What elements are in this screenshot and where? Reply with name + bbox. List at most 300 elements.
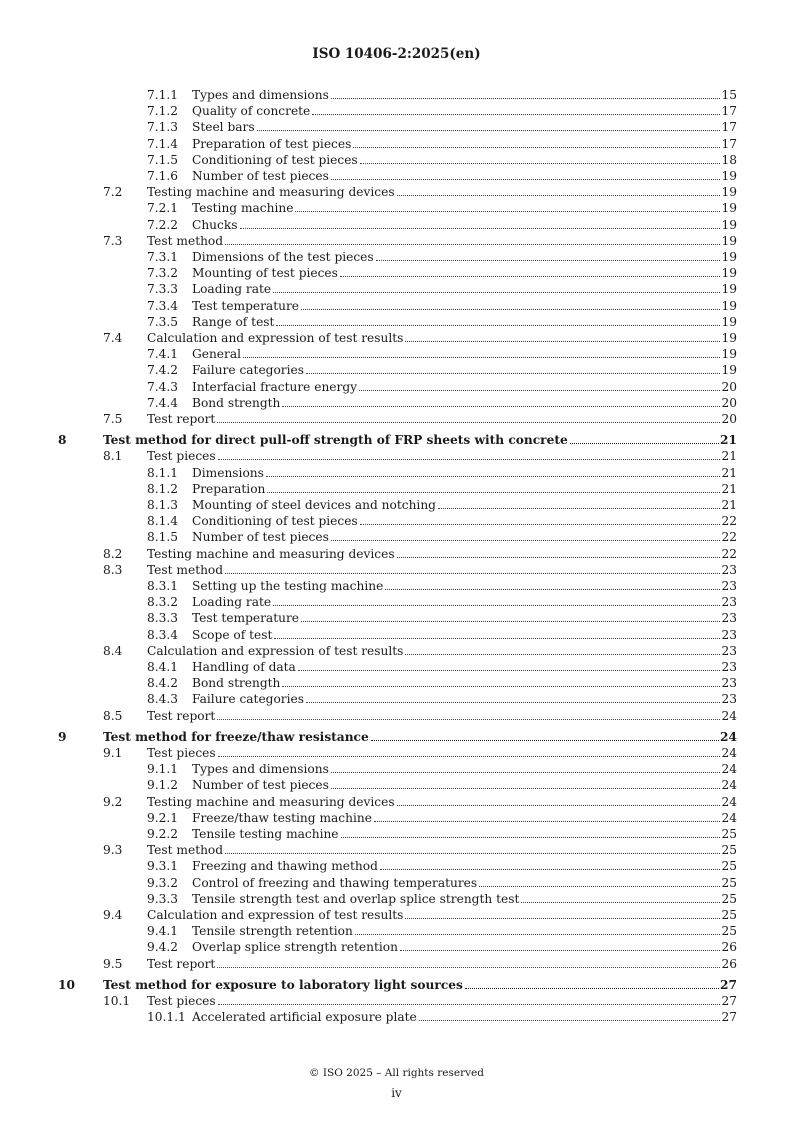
- toc-entry[interactable]: [0, 497, 793, 513]
- toc-entry-line: [192, 497, 737, 513]
- toc-entry-number: 8.3: [103, 562, 123, 577]
- toc-entry-title[interactable]: Overlap splice strength retention: [192, 940, 398, 955]
- toc-entry[interactable]: [0, 330, 793, 346]
- toc-entry-title[interactable]: Types and dimensions: [192, 762, 329, 777]
- toc-entry[interactable]: [0, 708, 793, 724]
- toc-entry-title[interactable]: Interfacial fracture energy: [192, 379, 358, 394]
- toc-entry[interactable]: [0, 87, 793, 103]
- toc-dot-leader: [359, 379, 720, 391]
- toc-entry-page[interactable]: 25: [721, 891, 737, 906]
- toc-entry-number: 8.1.2: [147, 481, 179, 496]
- toc-entry-page[interactable]: 23: [721, 643, 737, 658]
- toc-entry-line: [192, 362, 737, 378]
- toc-entry-page[interactable]: 20: [721, 412, 737, 426]
- toc-entry[interactable]: [0, 777, 793, 793]
- toc-entry-title[interactable]: Conditioning of test pieces: [192, 514, 358, 529]
- toc-dot-leader: [225, 233, 720, 245]
- toc-entry-number: 10: [58, 977, 75, 992]
- toc-entry-number: 8.4.2: [147, 676, 179, 691]
- toc-entry-line: [192, 200, 737, 216]
- toc-dot-leader: [276, 314, 720, 326]
- toc-entry[interactable]: [0, 152, 793, 168]
- toc-entry-number: 9.1.1: [147, 762, 179, 777]
- toc-dot-leader: [360, 152, 721, 164]
- toc-entry-page[interactable]: 17: [721, 136, 737, 151]
- toc-entry-number: 9.1: [103, 746, 123, 760]
- toc-entry-line: [103, 432, 737, 448]
- toc-entry-title[interactable]: Loading rate: [192, 595, 272, 610]
- toc-entry-page[interactable]: 27: [721, 1010, 737, 1025]
- toc-dot-leader: [295, 200, 720, 212]
- toc-entry-title[interactable]: Testing machine and measuring devices: [147, 185, 395, 200]
- toc-entry-title[interactable]: Setting up the testing machine: [192, 579, 384, 593]
- toc-entry[interactable]: [0, 826, 793, 842]
- toc-entry-title[interactable]: Testing machine: [192, 201, 294, 216]
- toc-entry[interactable]: [0, 432, 793, 448]
- toc-entry-line: [192, 1009, 737, 1025]
- toc-dot-leader: [385, 578, 720, 590]
- toc-entry-page[interactable]: 19: [721, 282, 737, 297]
- toc-entry-title[interactable]: Control of freezing and thawing temperatures: [192, 875, 478, 890]
- toc-entry[interactable]: [0, 594, 793, 610]
- toc-dot-leader: [331, 168, 721, 180]
- toc-entry-line: [192, 249, 737, 265]
- toc-entry-line: [103, 729, 737, 745]
- toc-entry-page[interactable]: 25: [721, 827, 737, 841]
- toc-dot-leader: [419, 1009, 721, 1021]
- toc-entry[interactable]: [0, 411, 793, 427]
- toc-dot-leader: [266, 465, 721, 477]
- toc-entry-page[interactable]: 24: [721, 746, 737, 760]
- toc-entry[interactable]: [0, 103, 793, 119]
- toc-entry-number: 8.1.4: [147, 514, 179, 529]
- toc-entry-number: 7.2.2: [147, 217, 179, 232]
- toc-dot-leader: [306, 362, 721, 374]
- toc-entry[interactable]: [0, 729, 793, 745]
- toc-entry-page[interactable]: 21: [721, 465, 737, 480]
- toc-entry-line: [192, 939, 737, 955]
- toc-entry-number: 7.5: [103, 412, 123, 426]
- toc-dot-leader: [282, 395, 720, 407]
- toc-dot-leader: [298, 659, 721, 671]
- toc-entry-title[interactable]: Test pieces: [147, 994, 216, 1008]
- toc-dot-leader: [257, 119, 721, 131]
- toc-entry-number: 8.4.1: [147, 660, 179, 674]
- toc-entry-title[interactable]: Tensile testing machine: [192, 827, 339, 841]
- toc-entry-line: [192, 281, 737, 297]
- toc-entry-page[interactable]: 26: [721, 956, 737, 971]
- toc-entry-number: 9.3: [103, 843, 123, 858]
- toc-entry-line: [192, 152, 737, 168]
- toc-entry-title[interactable]: Freezing and thawing method: [192, 859, 378, 874]
- toc-entry-page[interactable]: 18: [721, 152, 737, 167]
- toc-entry-line: [147, 745, 737, 761]
- toc-entry-line: [192, 610, 737, 626]
- toc-dot-leader: [301, 298, 721, 310]
- toc-entry-line: [147, 233, 737, 249]
- toc-entry[interactable]: [0, 119, 793, 135]
- toc-dot-leader: [273, 594, 720, 606]
- toc-entry-page[interactable]: 23: [721, 595, 737, 610]
- toc-entry-number: 9.4.1: [147, 924, 179, 939]
- toc-dot-leader: [301, 610, 721, 622]
- toc-entry-title[interactable]: Handling of data: [192, 660, 296, 674]
- toc-entry-line: [192, 810, 737, 826]
- toc-dot-leader: [374, 810, 721, 822]
- toc-entry-number: 9.2.1: [147, 810, 179, 825]
- toc-entry-number: 8.1.3: [147, 498, 179, 512]
- toc-entry-title[interactable]: Chucks: [192, 217, 238, 232]
- toc-entry[interactable]: [0, 281, 793, 297]
- toc-entry-title[interactable]: Mounting of test pieces: [192, 266, 338, 281]
- toc-entry-page[interactable]: 15: [721, 88, 737, 102]
- toc-entry-line: [147, 184, 737, 200]
- toc-entry-title[interactable]: Test report: [147, 708, 216, 723]
- toc-entry-line: [147, 330, 737, 346]
- toc-entry[interactable]: [0, 481, 793, 497]
- toc-dot-leader: [331, 87, 721, 99]
- toc-entry-page[interactable]: 23: [721, 660, 737, 674]
- toc-entry-page[interactable]: 19: [721, 363, 737, 378]
- toc-dot-leader: [341, 826, 721, 838]
- toc-entry[interactable]: [0, 200, 793, 216]
- toc-entry-line: [192, 875, 737, 891]
- toc-dot-leader: [397, 184, 721, 196]
- toc-dot-leader: [218, 745, 721, 757]
- toc-dot-leader: [274, 627, 720, 639]
- toc-entry[interactable]: [0, 977, 793, 993]
- toc-entry-line: [192, 395, 737, 411]
- toc-entry-title[interactable]: Testing machine and measuring devices: [147, 546, 395, 561]
- toc-entry[interactable]: [0, 578, 793, 594]
- toc-entry[interactable]: [0, 529, 793, 545]
- toc-entry-title[interactable]: Scope of test: [192, 627, 273, 642]
- toc-entry[interactable]: [0, 810, 793, 826]
- toc-entry-title[interactable]: Test method: [147, 233, 224, 248]
- toc-entry[interactable]: [0, 627, 793, 643]
- toc-dot-leader: [240, 217, 721, 229]
- toc-entry-page[interactable]: 20: [721, 379, 737, 394]
- toc-entry[interactable]: [0, 761, 793, 777]
- toc-dot-leader: [353, 136, 720, 148]
- toc-entry-page[interactable]: 26: [721, 940, 737, 955]
- toc-entry[interactable]: [0, 249, 793, 265]
- copyright-notice: © ISO 2025 – All rights reserved: [309, 1067, 484, 1079]
- toc-entry-page[interactable]: 19: [721, 331, 737, 345]
- toc-dot-leader: [331, 777, 721, 789]
- toc-entry-page[interactable]: 21: [721, 449, 737, 464]
- toc-entry-page[interactable]: 19: [721, 347, 737, 362]
- toc-entry-page[interactable]: 24: [721, 778, 737, 793]
- toc-entry-line: [192, 659, 737, 675]
- toc-dot-leader: [267, 481, 720, 493]
- toc-entry-title[interactable]: Failure categories: [192, 692, 304, 707]
- toc-entry[interactable]: [0, 610, 793, 626]
- toc-entry-title[interactable]: Test method: [147, 562, 224, 577]
- toc-entry-page[interactable]: 21: [720, 433, 737, 448]
- toc-entry-page[interactable]: 17: [721, 104, 737, 119]
- toc-dot-leader: [465, 977, 719, 989]
- toc-entry-number: 7.3: [103, 233, 123, 248]
- toc-dot-leader: [282, 675, 720, 687]
- toc-entry-page[interactable]: 19: [721, 298, 737, 313]
- toc-entry[interactable]: [0, 136, 793, 152]
- toc-entry-line: [192, 217, 737, 233]
- toc-dot-leader: [217, 956, 720, 968]
- toc-entry-page[interactable]: 22: [721, 530, 737, 545]
- toc-entry-title[interactable]: Test temperature: [192, 611, 299, 626]
- toc-entry-page[interactable]: 24: [720, 729, 737, 744]
- toc-dot-leader: [355, 923, 721, 935]
- toc-entry-line: [192, 691, 737, 707]
- toc-entry[interactable]: [0, 314, 793, 330]
- toc-dot-leader: [331, 761, 721, 773]
- toc-entry-line: [192, 675, 737, 691]
- toc-entry-page[interactable]: 23: [721, 676, 737, 691]
- toc-entry-number: 7.1.2: [147, 104, 179, 119]
- toc-entry-page[interactable]: 24: [721, 810, 737, 825]
- toc-dot-leader: [243, 346, 720, 358]
- toc-entry-title[interactable]: Quality of concrete: [192, 104, 311, 119]
- toc-entry-title[interactable]: General: [192, 347, 241, 362]
- toc-entry-page[interactable]: 24: [721, 762, 737, 777]
- toc-entry-number: 8.2: [103, 546, 123, 561]
- toc-entry-number: 9: [58, 729, 67, 744]
- toc-entry[interactable]: [0, 923, 793, 939]
- toc-entry-title[interactable]: Conditioning of test pieces: [192, 152, 358, 167]
- toc-entry-title[interactable]: Number of test pieces: [192, 530, 329, 545]
- toc-entry-title[interactable]: Test method: [147, 843, 224, 858]
- toc-entry-number: 8.4.3: [147, 692, 179, 707]
- toc-entry-title[interactable]: Types and dimensions: [192, 88, 329, 102]
- toc-entry-number: 7.4.4: [147, 395, 179, 410]
- toc-entry-number: 7.1.6: [147, 169, 179, 183]
- toc-entry-number: 9.3.3: [147, 891, 179, 906]
- toc-entry-line: [147, 794, 737, 810]
- toc-entry-page[interactable]: 23: [721, 611, 737, 626]
- toc-entry-title[interactable]: Mounting of steel devices and notching: [192, 498, 436, 512]
- toc-entry-page[interactable]: 17: [721, 120, 737, 135]
- toc-entry-line: [192, 87, 737, 103]
- toc-entry[interactable]: [0, 379, 793, 395]
- toc-dot-leader: [217, 708, 720, 720]
- toc-entry-line: [147, 708, 737, 724]
- toc-entry-title[interactable]: Dimensions: [192, 465, 264, 480]
- toc-entry-line: [192, 298, 737, 314]
- toc-entry-page[interactable]: 21: [721, 498, 737, 512]
- toc-entry-page[interactable]: 27: [720, 977, 737, 992]
- toc-entry-line: [192, 379, 737, 395]
- toc-entry[interactable]: [0, 346, 793, 362]
- toc-entry-number: 8.4: [103, 643, 123, 658]
- toc-dot-leader: [340, 265, 721, 277]
- toc-entry[interactable]: [0, 265, 793, 281]
- toc-entry[interactable]: [0, 465, 793, 481]
- toc-entry[interactable]: [0, 842, 793, 858]
- toc-entry-page[interactable]: 25: [721, 859, 737, 874]
- toc-entry-page[interactable]: 24: [721, 708, 737, 723]
- toc-entry-number: 8: [58, 433, 67, 448]
- toc-entry-title[interactable]: Number of test pieces: [192, 778, 329, 793]
- toc-entry[interactable]: [0, 956, 793, 972]
- toc-entry-page[interactable]: 19: [721, 217, 737, 232]
- toc-entry[interactable]: [0, 168, 793, 184]
- toc-entry-page[interactable]: 22: [721, 514, 737, 529]
- toc-dot-leader: [306, 691, 721, 703]
- toc-entry-line: [192, 627, 737, 643]
- toc-entry-title[interactable]: Preparation of test pieces: [192, 136, 352, 151]
- toc-entry-title[interactable]: Dimensions of the test pieces: [192, 250, 374, 264]
- toc-entry[interactable]: [0, 643, 793, 659]
- toc-entry[interactable]: [0, 675, 793, 691]
- toc-entry-title[interactable]: Calculation and expression of test results: [147, 643, 404, 658]
- toc-entry-title[interactable]: Calculation and expression of test results: [147, 331, 404, 345]
- toc-entry-title[interactable]: Calculation and expression of test results: [147, 908, 404, 922]
- toc-entry[interactable]: [0, 907, 793, 923]
- toc-entry[interactable]: [0, 298, 793, 314]
- toc-entry-number: 9.2.2: [147, 827, 179, 841]
- toc-entry-page[interactable]: 19: [721, 250, 737, 264]
- toc-entry[interactable]: [0, 875, 793, 891]
- toc-entry-title[interactable]: Test temperature: [192, 298, 299, 313]
- toc-entry[interactable]: [0, 395, 793, 411]
- toc-entry-line: [192, 891, 737, 907]
- toc-entry-page[interactable]: 23: [721, 562, 737, 577]
- toc-entry-title[interactable]: Testing machine and measuring devices: [147, 794, 395, 809]
- toc-dot-leader: [397, 794, 721, 806]
- toc-dot-leader: [570, 432, 719, 444]
- toc-entry-number: 7.1.5: [147, 152, 179, 167]
- toc-entry-page[interactable]: 25: [721, 924, 737, 939]
- toc-entry-title[interactable]: Test pieces: [147, 746, 216, 760]
- toc-entry-title[interactable]: Preparation: [192, 481, 266, 496]
- document-header: ISO 10406-2:2025(en): [312, 46, 481, 62]
- toc-entry-number: 7.4: [103, 331, 123, 345]
- toc-entry-line: [147, 956, 737, 972]
- toc-dot-leader: [438, 497, 721, 509]
- toc-entry-page[interactable]: 22: [721, 546, 737, 561]
- toc-entry-page[interactable]: 23: [721, 692, 737, 707]
- toc-dot-leader: [218, 448, 721, 460]
- toc-entry-title[interactable]: Loading rate: [192, 282, 272, 297]
- toc-entry-title[interactable]: Freeze/thaw testing machine: [192, 810, 372, 825]
- toc-entry-page[interactable]: 19: [721, 233, 737, 248]
- toc-entry-number: 8.3.3: [147, 611, 179, 626]
- toc-entry-number: 10.1.1: [147, 1010, 186, 1025]
- toc-entry-title[interactable]: Test method for exposure to laboratory light sources: [103, 977, 463, 992]
- toc-entry-line: [192, 826, 737, 842]
- toc-entry-page[interactable]: 27: [721, 994, 737, 1008]
- toc-entry-line: [147, 411, 737, 427]
- toc-dot-leader: [312, 103, 720, 115]
- toc-entry[interactable]: [0, 659, 793, 675]
- toc-entry-page[interactable]: 19: [721, 169, 737, 183]
- toc-dot-leader: [400, 939, 721, 951]
- toc-entry-page[interactable]: 19: [721, 266, 737, 281]
- toc-entry[interactable]: [0, 794, 793, 810]
- toc-entry-line: [147, 643, 737, 659]
- toc-entry-page[interactable]: 19: [721, 185, 737, 200]
- toc-entry[interactable]: [0, 448, 793, 464]
- toc-entry-page[interactable]: 23: [721, 627, 737, 642]
- toc-entry-title[interactable]: Test report: [147, 956, 216, 971]
- toc-entry-title[interactable]: Test report: [147, 412, 216, 426]
- toc-entry-line: [192, 168, 737, 184]
- toc-entry[interactable]: [0, 993, 793, 1009]
- toc-entry[interactable]: [0, 362, 793, 378]
- toc-entry-line: [192, 481, 737, 497]
- toc-entry-title[interactable]: Number of test pieces: [192, 169, 329, 183]
- toc-entry[interactable]: [0, 513, 793, 529]
- toc-entry-page[interactable]: 25: [721, 843, 737, 858]
- toc-entry[interactable]: [0, 891, 793, 907]
- toc-entry-line: [192, 529, 737, 545]
- toc-dot-leader: [521, 891, 720, 903]
- toc-dot-leader: [397, 546, 721, 558]
- toc-entry-number: 10.1: [103, 994, 131, 1008]
- toc-entry-line: [192, 513, 737, 529]
- toc-entry[interactable]: [0, 1009, 793, 1025]
- toc-entry-page[interactable]: 23: [721, 579, 737, 593]
- toc-entry-title[interactable]: Test method for direct pull-off strength of FRP sheets with concrete: [103, 433, 568, 448]
- toc-entry[interactable]: [0, 562, 793, 578]
- toc-entry-line: [147, 562, 737, 578]
- toc-entry-number: 7.4.2: [147, 363, 179, 378]
- toc-entry-line: [192, 777, 737, 793]
- toc-entry-line: [147, 907, 737, 923]
- toc-entry-title[interactable]: Steel bars: [192, 120, 255, 135]
- toc-dot-leader: [479, 875, 720, 887]
- toc-entry[interactable]: [0, 184, 793, 200]
- toc-entry-page[interactable]: 19: [721, 314, 737, 329]
- toc-entry-number: 7.4.1: [147, 347, 179, 362]
- toc-dot-leader: [331, 529, 721, 541]
- toc-entry-page[interactable]: 21: [721, 481, 737, 496]
- toc-entry-title[interactable]: Accelerated artificial exposure plate: [192, 1010, 417, 1025]
- toc-entry-page[interactable]: 25: [721, 875, 737, 890]
- toc-entry-title[interactable]: Bond strength: [192, 676, 281, 691]
- toc-entry-number: 9.4: [103, 908, 123, 922]
- toc-entry-title[interactable]: Failure categories: [192, 363, 304, 378]
- toc-entry-number: 7.1.1: [147, 88, 179, 102]
- toc-entry[interactable]: [0, 691, 793, 707]
- toc-entry[interactable]: [0, 217, 793, 233]
- toc-entry-number: 8.1.5: [147, 530, 179, 545]
- toc-entry-title[interactable]: Test pieces: [147, 449, 216, 464]
- toc-entry-title[interactable]: Tensile strength retention: [192, 924, 353, 939]
- toc-entry-title[interactable]: Tensile strength test and overlap splice strength test: [192, 891, 520, 906]
- toc-entry-number: 7.1.4: [147, 136, 179, 151]
- toc-dot-leader: [405, 643, 720, 655]
- toc-dot-leader: [371, 729, 719, 741]
- toc-entry[interactable]: [0, 546, 793, 562]
- toc-entry[interactable]: [0, 939, 793, 955]
- toc-entry-title[interactable]: Test method for freeze/thaw resistance: [103, 729, 369, 744]
- toc-entry[interactable]: [0, 233, 793, 249]
- toc-entry-title[interactable]: Range of test: [192, 314, 275, 329]
- toc-entry-page[interactable]: 19: [721, 201, 737, 216]
- toc-dot-leader: [218, 993, 721, 1005]
- toc-entry[interactable]: [0, 745, 793, 761]
- toc-entry[interactable]: [0, 858, 793, 874]
- toc-entry-page[interactable]: 25: [721, 908, 737, 922]
- toc-entry-page[interactable]: 20: [721, 395, 737, 410]
- toc-entry-line: [103, 977, 737, 993]
- toc-entry-line: [192, 136, 737, 152]
- toc-entry-number: 9.4.2: [147, 940, 179, 955]
- toc-entry-page[interactable]: 24: [721, 794, 737, 809]
- toc-entry-title[interactable]: Bond strength: [192, 395, 281, 410]
